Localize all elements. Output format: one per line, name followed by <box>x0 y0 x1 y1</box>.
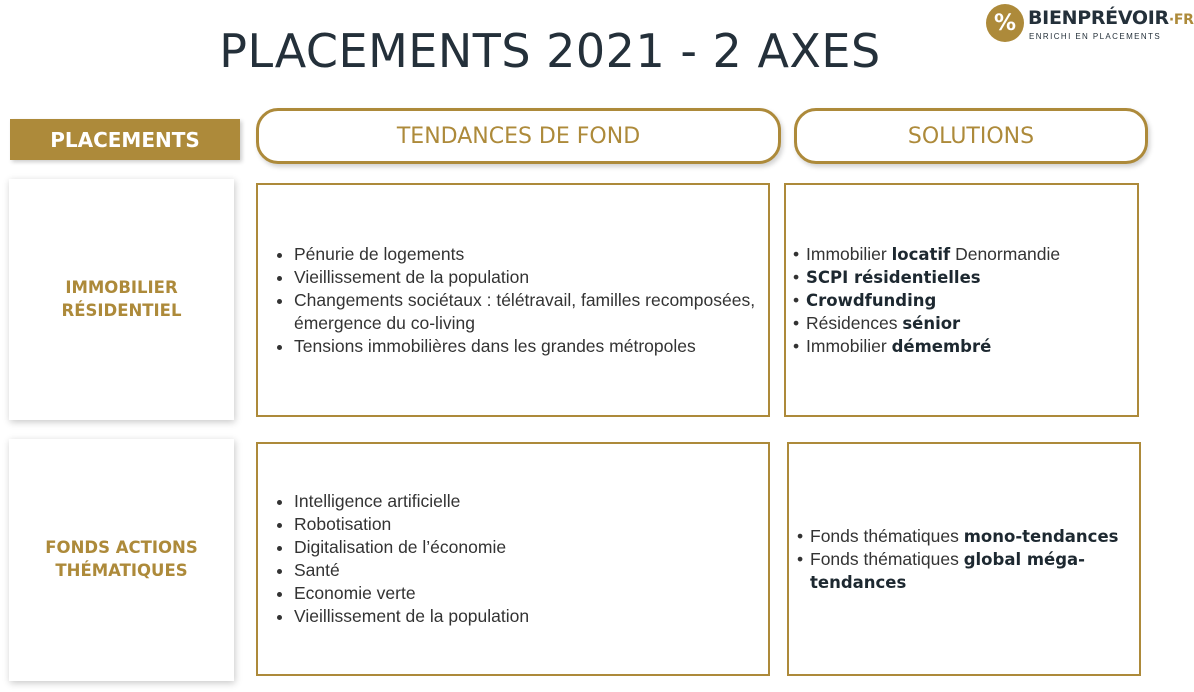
solution-bold: mono-tendances <box>963 526 1119 546</box>
page-title: PLACEMENTS 2021 - 2 AXES <box>219 24 881 78</box>
row-label-line: IMMOBILIER <box>65 277 178 297</box>
tendances-header: TENDANCES DE FOND <box>256 108 781 164</box>
percent-icon: % <box>986 4 1024 42</box>
row-label-fonds <box>9 439 234 681</box>
list-item: • Santé <box>294 559 529 582</box>
solution-text: Fonds thématiques <box>810 548 964 569</box>
solution-text: Résidences <box>806 312 903 333</box>
list-item: • Vieillissement de la population <box>294 605 529 628</box>
solutions-box-immobilier <box>784 183 1139 417</box>
tendances-box-fonds <box>256 442 770 676</box>
row-label-line: RÉSIDENTIEL <box>61 300 182 320</box>
solution-bold: global méga-tendances <box>810 549 1086 592</box>
solution-text: Denormandie <box>950 243 1061 264</box>
list-item <box>793 289 1060 312</box>
tendances-list <box>258 243 768 358</box>
list-item: • Changements sociétaux : télétravail, familles recomposées, émergence du co-living <box>294 289 768 335</box>
list-item: • Robotisation <box>294 513 529 536</box>
solution-text: Immobilier <box>806 335 892 356</box>
row-label-immobilier <box>9 179 234 420</box>
solution-bold: locatif <box>891 244 951 264</box>
brand-name <box>1028 7 1194 29</box>
list-item: • Digitalisation de l’économie <box>294 536 529 559</box>
row-label-text <box>62 277 182 323</box>
brand-logo <box>986 4 1194 44</box>
solutions-header: SOLUTIONS <box>794 108 1148 164</box>
list-item: • Economie verte <box>294 582 529 605</box>
tendances-list <box>258 490 529 628</box>
solutions-list <box>797 525 1119 594</box>
solution-text: Immobilier <box>806 243 892 264</box>
solution-bold: sénior <box>902 313 961 333</box>
row-label-line: THÉMATIQUES <box>55 561 188 580</box>
solutions-box-fonds <box>787 442 1141 676</box>
tendances-box-immobilier <box>256 183 770 417</box>
row-label-line: FONDS ACTIONS <box>45 538 198 558</box>
list-item: • Pénurie de logements <box>294 243 768 266</box>
list-item <box>797 525 1119 548</box>
placements-header: PLACEMENTS <box>10 119 240 160</box>
list-item <box>793 312 1060 335</box>
list-item: • Intelligence artificielle <box>294 490 529 513</box>
solutions-list <box>793 243 1060 358</box>
solution-bold: Crowdfunding <box>806 290 937 310</box>
list-item <box>797 548 1119 594</box>
solution-text: Fonds thématiques <box>810 525 964 546</box>
list-item <box>793 266 1060 289</box>
list-item: • Vieillissement de la population <box>294 266 768 289</box>
solution-bold: SCPI résidentielles <box>806 267 981 287</box>
brand-tagline: ENRICHI EN PLACEMENTS <box>1029 32 1162 41</box>
brand-name-text: BIENPRÉVOIR <box>1028 7 1169 29</box>
solution-bold: démembré <box>891 336 992 356</box>
list-item <box>793 335 1060 358</box>
list-item <box>793 243 1060 266</box>
brand-suffix: ·FR <box>1168 12 1194 28</box>
row-label-text <box>45 537 197 583</box>
list-item: • Tensions immobilières dans les grandes métropoles <box>294 335 768 358</box>
